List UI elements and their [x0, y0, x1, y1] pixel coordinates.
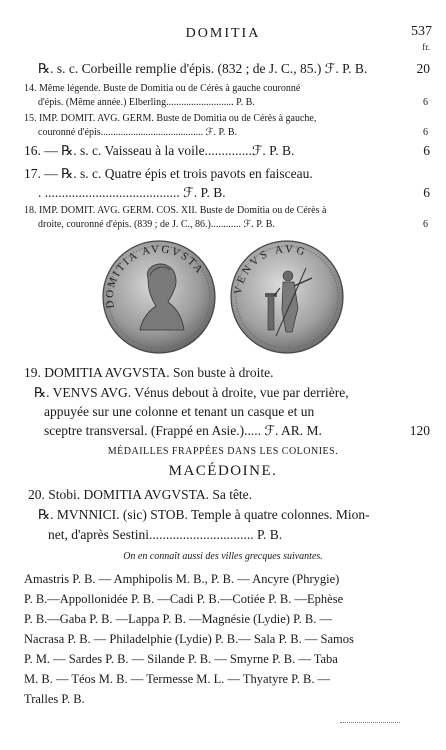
coin-reverse-legend: VENVS AVG	[231, 243, 309, 296]
entry-14-line1: 14. Même légende. Buste de Domitia ou de Cérès à gauche couronné	[24, 83, 301, 94]
entry-15-line2: couronné d'épis......................................... ℱ. P. B.	[38, 127, 238, 138]
entry-20-line1: 20. Stobi. DOMITIA AVGVSTA. Sa tête.	[28, 487, 253, 502]
coin-obverse-image	[100, 238, 218, 356]
entry-20-line3: net, d'après Sestini............................... P. B.	[48, 527, 283, 542]
cities-line-6: M. B. — Téos M. B. — Termesse M. L. — Thyatyre P. B. —	[24, 672, 331, 686]
entry-17-value: 6	[423, 185, 430, 200]
cities-line-5: P. M. — Sardes P. B. — Silande P. B. — Smyrne P. B. — Taba	[24, 652, 338, 666]
entry-18-line2: droite, couronné d'épis. (839 ; de J. C., 86.)............ ℱ. P. B.	[38, 219, 275, 230]
entry-19-line4: sceptre transversal. (Frappé en Asie.)..... ℱ. AR. M.	[44, 423, 322, 438]
page-header-title: DOMITIA	[185, 26, 261, 41]
note-greek-cities: On en connaît aussi des villes grecques suivantes.	[123, 551, 323, 562]
column-unit-label: fr.	[422, 42, 430, 52]
section-subheading: MÉDAILLES FRAPPÉES DANS LES COLONIES.	[107, 446, 339, 457]
entry-19-line2: ℞. VENVS AVG. Vénus debout à droite, vue par derrière,	[34, 385, 349, 400]
entry-13-reverse: ℞. s. c. Corbeille remplie d'épis. (832 ; de J. C., 85.) ℱ. P. B.	[38, 61, 368, 76]
entry-20-line2: ℞. MVNNICI. (sic) STOB. Temple à quatre colonnes. Mion-	[38, 507, 370, 522]
entry-15-line1: 15. IMP. DOMIT. AVG. GERM. Buste de Domitia ou de Cérès à gauche,	[24, 113, 317, 124]
entry-18-value: 6	[423, 219, 428, 230]
entry-14-line2: d'épis. (Même année.) Elberling........................... P. B.	[38, 97, 255, 108]
cities-line-4: Nacrasa P. B. — Philadelphie (Lydie) P. B.— Sala P. B. — Samos	[24, 632, 354, 646]
printer-mark	[340, 722, 400, 725]
section-heading-macedoine: MACÉDOINE.	[168, 463, 278, 479]
cities-line-3: P. B.—Gaba P. B. —Lappa P. B. —Magnésie (Lydie) P. B. —	[24, 612, 332, 626]
entry-13-value: 20	[416, 61, 430, 76]
coin-reverse-image	[228, 238, 346, 356]
entry-17-line1: 17. — ℞. s. c. Quatre épis et trois pavots en faisceau.	[24, 166, 313, 181]
cities-line-2: P. B.—Appollonidée P. B. —Cadi P. B.—Cotiée P. B. —Ephèse	[24, 592, 344, 606]
entry-14-value: 6	[423, 97, 428, 108]
entry-16: 16. — ℞. s. c. Vaisseau à la voile..............ℱ. P. B.	[24, 143, 295, 158]
entry-16-value: 6	[423, 143, 430, 158]
entry-17-line2: . ........................................ ℱ. P. B.	[38, 185, 226, 200]
page-number: 537	[411, 24, 432, 39]
cities-line-7: Tralles P. B.	[24, 692, 85, 706]
cities-line-1: Amastris P. B. — Amphipolis M. B., P. B. — Ancyre (Phrygie)	[24, 572, 340, 586]
coin-obverse-legend: DOMITIA AVGVSTA	[103, 243, 207, 310]
entry-19-value: 120	[409, 423, 430, 438]
entry-19-line1: 19. DOMITIA AVGVSTA. Son buste à droite.	[24, 365, 274, 380]
entry-18-line1: 18. IMP. DOMIT. AVG. GERM. COS. XII. Buste de Domitia ou de Cérès à	[24, 205, 327, 216]
entry-15-value: 6	[423, 127, 428, 138]
entry-19-line3: appuyée sur une colonne et tenant un casque et un	[44, 404, 315, 419]
